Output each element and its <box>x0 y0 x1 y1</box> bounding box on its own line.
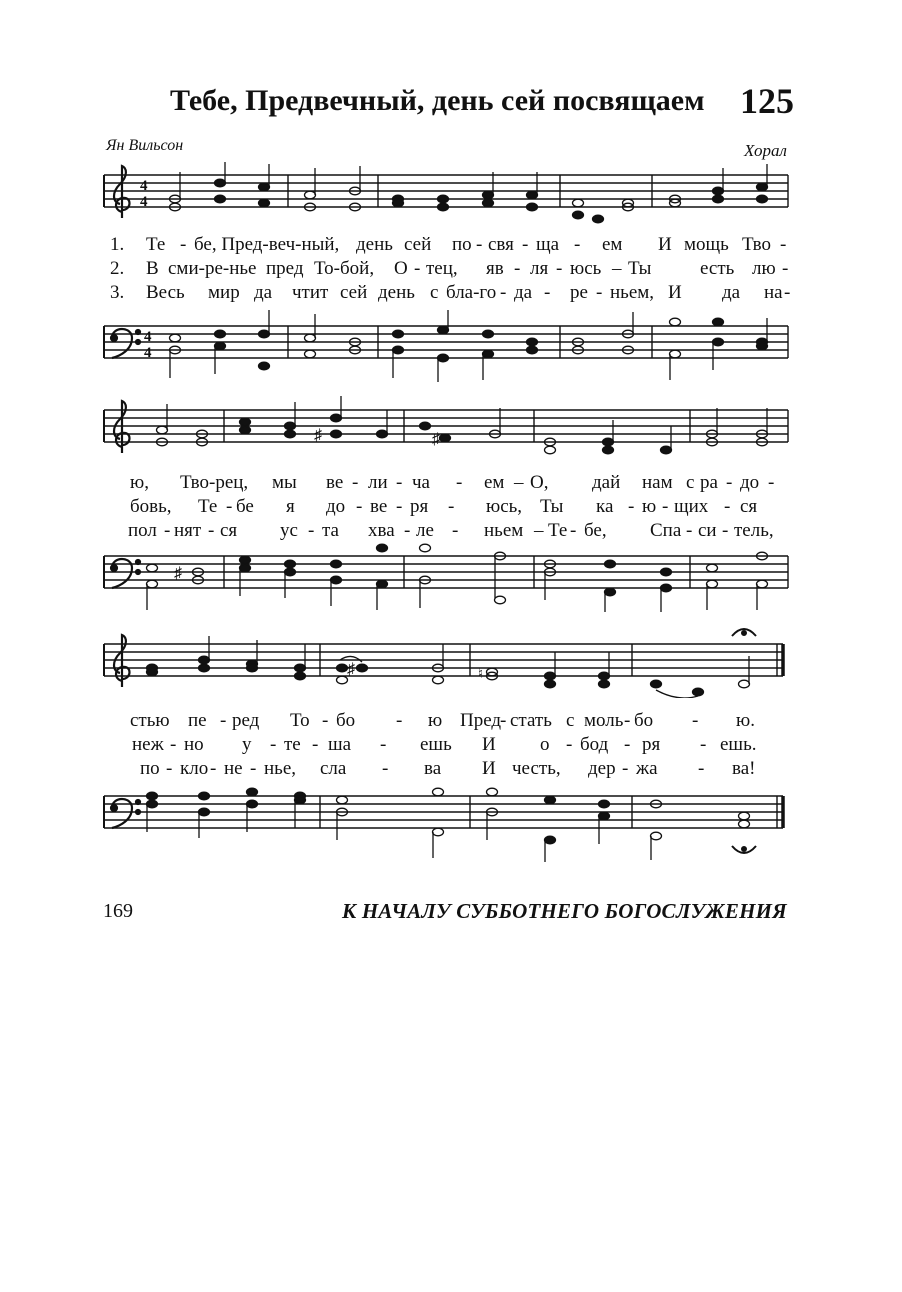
treble-clef-icon <box>114 166 130 218</box>
lyric-syllable: - <box>692 710 699 731</box>
lyric-syllable: - <box>220 710 227 731</box>
lyric-syllable: И <box>668 282 682 303</box>
svg-text:4: 4 <box>140 194 148 210</box>
lyric-syllable: - <box>698 758 705 779</box>
lyric-syllable: – <box>514 472 524 493</box>
svg-text:♯: ♯ <box>347 661 355 678</box>
lyric-syllable: ре <box>570 282 588 303</box>
lyric-syllable: - <box>380 734 387 755</box>
lyric-syllable: - <box>784 282 791 303</box>
lyric-line-1-verse-1 <box>100 234 790 256</box>
lyric-syllable: - <box>500 282 507 303</box>
lyric-syllable: - <box>628 496 635 517</box>
lyric-syllable: стью <box>130 710 170 731</box>
svg-text:4: 4 <box>144 329 152 345</box>
lyric-syllable: не <box>224 758 243 779</box>
lyric-syllable: Весь <box>146 282 185 303</box>
lyric-line-2-verse-2 <box>100 496 790 518</box>
lyric-syllable: В <box>146 258 159 279</box>
lyric-syllable: ю, <box>130 472 149 493</box>
lyric-syllable: И <box>658 234 672 255</box>
lyric-syllable: ра <box>700 472 718 493</box>
svg-text:♯: ♯ <box>314 427 322 444</box>
lyric-syllable: ся <box>740 496 758 517</box>
lyric-syllable: – <box>534 520 544 541</box>
lyric-syllable: - <box>452 520 459 541</box>
bass-staff-2 <box>100 542 790 614</box>
lyric-syllable: с <box>566 710 575 731</box>
lyric-syllable: То-бой, <box>314 258 375 279</box>
lyric-syllable: неж <box>132 734 164 755</box>
lyric-syllable: - <box>166 758 173 779</box>
lyric-syllable: до <box>740 472 760 493</box>
lyric-syllable: но <box>184 734 204 755</box>
lyric-syllable: тель, <box>734 520 774 541</box>
lyric-syllable: та <box>322 520 339 541</box>
lyric-syllable: 1. <box>110 234 125 255</box>
lyric-line-2-verse-1 <box>100 472 790 494</box>
lyric-syllable: - <box>574 234 581 255</box>
lyric-syllable: Те <box>198 496 218 517</box>
lyric-syllable: юсь <box>570 258 602 279</box>
lyric-syllable: ньем, <box>610 282 655 303</box>
lyric-syllable: ред <box>232 710 260 731</box>
lyric-syllable: щих <box>674 496 709 517</box>
svg-text:4: 4 <box>144 345 152 361</box>
lyric-syllable: И <box>482 758 496 779</box>
lyric-syllable: ньем <box>484 520 524 541</box>
lyric-syllable: свя <box>488 234 514 255</box>
lyric-syllable: - <box>396 710 403 731</box>
lyric-syllable: - <box>414 258 421 279</box>
lyric-line-1-verse-2 <box>100 258 790 280</box>
lyric-syllable: лю <box>752 258 776 279</box>
svg-text:♮: ♮ <box>478 667 484 682</box>
page-number: 169 <box>103 900 133 922</box>
lyric-syllable: - <box>170 734 177 755</box>
lyric-syllable: с <box>686 472 695 493</box>
lyric-syllable: я <box>286 496 295 517</box>
lyric-syllable: - <box>544 282 551 303</box>
lyric-syllable: - <box>396 496 403 517</box>
lyric-syllable: – <box>612 258 622 279</box>
music-system-1 <box>100 160 790 390</box>
lyric-syllable: яв <box>486 258 504 279</box>
lyric-syllable: день <box>378 282 415 303</box>
hymn-number: 125 <box>740 81 794 121</box>
treble-staff-2 <box>100 392 790 472</box>
bass-staff-1 <box>100 308 790 388</box>
lyric-syllable: - <box>270 734 277 755</box>
style-label: Хорал <box>744 141 787 160</box>
lyric-syllable: - <box>686 520 693 541</box>
lyric-syllable: пе <box>188 710 207 731</box>
lyric-syllable: 2. <box>110 258 125 279</box>
treble-clef-icon <box>114 401 130 453</box>
lyric-syllable: ю. <box>736 710 755 731</box>
lyric-syllable: жа <box>636 758 658 779</box>
lyric-syllable: юсь, <box>486 496 523 517</box>
lyric-syllable: мощь <box>684 234 729 255</box>
lyric-syllable: - <box>476 234 483 255</box>
lyric-syllable: те <box>284 734 301 755</box>
lyric-line-3-verse-3 <box>100 758 790 780</box>
lyric-line-3-verse-1 <box>100 710 790 732</box>
lyric-syllable: моль <box>584 710 624 731</box>
lyric-syllable: день <box>356 234 393 255</box>
lyric-syllable: пред <box>266 258 304 279</box>
lyric-syllable: ле <box>416 520 434 541</box>
lyric-syllable: сей <box>404 234 432 255</box>
svg-text:♯: ♯ <box>432 431 440 448</box>
lyric-syllable: - <box>624 710 631 731</box>
lyric-syllable: ве <box>326 472 344 493</box>
lyric-syllable: да <box>254 282 273 303</box>
composer-credit: Ян Вильсон <box>106 137 184 154</box>
lyric-syllable: ся <box>220 520 238 541</box>
lyric-syllable: - <box>226 496 233 517</box>
lyric-syllable: - <box>322 710 329 731</box>
lyric-syllable: - <box>448 496 455 517</box>
lyric-syllable: сей <box>340 282 368 303</box>
lyric-syllable: хва <box>368 520 395 541</box>
lyric-syllable: - <box>624 734 631 755</box>
lyric-line-3-verse-2 <box>100 734 790 756</box>
lyric-syllable: - <box>500 710 507 731</box>
lyric-syllable: бе, Пред-веч-ный, <box>194 234 340 255</box>
lyric-syllable: у <box>242 734 252 755</box>
lyric-syllable: бод <box>580 734 609 755</box>
lyric-syllable: чтит <box>292 282 329 303</box>
lyric-syllable: - <box>456 472 463 493</box>
lyric-syllable: - <box>356 496 363 517</box>
lyric-syllable: мир <box>208 282 240 303</box>
lyric-syllable: бе, <box>584 520 607 541</box>
lyric-syllable: Те <box>146 234 166 255</box>
section-title: К НАЧАЛУ СУББОТНЕГО БОГОСЛУЖЕНИЯ <box>342 899 787 923</box>
lyric-syllable: - <box>210 758 217 779</box>
lyric-syllable: - <box>208 520 215 541</box>
lyric-syllable: ем <box>602 234 623 255</box>
lyric-syllable: бо <box>336 710 356 731</box>
lyric-syllable: пол <box>128 520 157 541</box>
lyric-syllable: - <box>780 234 787 255</box>
lyric-syllable: сми-ре-нье <box>168 258 257 279</box>
lyric-syllable: ус <box>280 520 298 541</box>
lyric-syllable: стать <box>510 710 552 731</box>
lyric-syllable: - <box>700 734 707 755</box>
lyric-line-1-verse-3 <box>100 282 790 304</box>
lyric-syllable: - <box>522 234 529 255</box>
lyric-syllable: нье, <box>264 758 297 779</box>
lyric-syllable: ем <box>484 472 505 493</box>
lyric-syllable: - <box>722 520 729 541</box>
lyric-syllable: То <box>290 710 310 731</box>
lyric-syllable: Ты <box>628 258 652 279</box>
lyric-line-2-verse-3 <box>100 520 790 542</box>
lyric-syllable: бе <box>236 496 254 517</box>
lyric-syllable: - <box>724 496 731 517</box>
lyric-syllable: ря <box>642 734 661 755</box>
treble-staff-1 <box>100 160 790 230</box>
lyric-syllable: - <box>382 758 389 779</box>
lyric-syllable: ю <box>428 710 443 731</box>
lyric-syllable: - <box>404 520 411 541</box>
lyric-syllable: 3. <box>110 282 125 303</box>
lyric-syllable: ка <box>596 496 614 517</box>
lyric-syllable: бовь, <box>130 496 172 517</box>
lyric-syllable: тец, <box>426 258 458 279</box>
lyric-syllable: по <box>452 234 472 255</box>
fermata-icon <box>732 846 756 853</box>
lyric-syllable: ва! <box>732 758 756 779</box>
lyric-syllable: - <box>308 520 315 541</box>
lyric-syllable: - <box>662 496 669 517</box>
lyric-syllable: кло <box>180 758 209 779</box>
lyric-syllable: - <box>556 258 563 279</box>
lyric-syllable: ли <box>368 472 388 493</box>
lyric-syllable: ва <box>424 758 442 779</box>
fermata-icon <box>732 629 756 636</box>
treble-staff-3 <box>100 618 790 698</box>
lyric-syllable: с <box>430 282 439 303</box>
lyric-syllable: ешь <box>420 734 452 755</box>
lyric-syllable: сла <box>320 758 347 779</box>
lyric-syllable: ща <box>536 234 560 255</box>
lyric-syllable: да <box>514 282 533 303</box>
lyric-syllable: Ты <box>540 496 564 517</box>
lyric-syllable: - <box>622 758 629 779</box>
lyric-syllable: Те <box>548 520 568 541</box>
lyric-syllable: - <box>250 758 257 779</box>
lyric-syllable: да <box>722 282 741 303</box>
lyric-syllable: - <box>514 258 521 279</box>
lyric-syllable: О <box>394 258 408 279</box>
notes <box>170 162 768 223</box>
lyric-syllable: Спа <box>650 520 682 541</box>
lyric-syllable: есть <box>700 258 735 279</box>
lyric-syllable: дай <box>592 472 621 493</box>
lyric-syllable: по <box>140 758 160 779</box>
lyric-syllable: бла-го <box>446 282 497 303</box>
lyric-syllable: Пред <box>460 710 502 731</box>
lyric-syllable: - <box>566 734 573 755</box>
lyric-syllable: - <box>768 472 775 493</box>
lyric-syllable: - <box>570 520 577 541</box>
lyric-syllable: до <box>326 496 346 517</box>
lyric-syllable: - <box>180 234 187 255</box>
lyric-syllable: мы <box>272 472 297 493</box>
lyric-syllable: о <box>540 734 550 755</box>
music-system-2 <box>100 392 790 610</box>
lyric-syllable: Тво <box>742 234 772 255</box>
lyric-syllable: - <box>782 258 789 279</box>
lyric-syllable: - <box>164 520 171 541</box>
treble-clef-icon <box>114 635 130 687</box>
lyric-syllable: ю <box>642 496 657 517</box>
lyric-syllable: си <box>698 520 717 541</box>
lyric-syllable: ша <box>328 734 352 755</box>
lyric-syllable: дер <box>588 758 616 779</box>
svg-text:♯: ♯ <box>174 565 182 582</box>
lyric-syllable: - <box>352 472 359 493</box>
lyric-syllable: ля <box>530 258 549 279</box>
lyric-syllable: на <box>764 282 783 303</box>
lyric-syllable: - <box>396 472 403 493</box>
lyric-syllable: нят <box>174 520 202 541</box>
lyric-syllable: нам <box>642 472 673 493</box>
lyric-syllable: ча <box>412 472 430 493</box>
lyric-syllable: бо <box>634 710 654 731</box>
lyric-syllable: И <box>482 734 496 755</box>
lyric-syllable: честь, <box>512 758 561 779</box>
lyric-syllable: Тво-рец, <box>180 472 249 493</box>
lyric-syllable: - <box>312 734 319 755</box>
lyric-syllable: ве <box>370 496 388 517</box>
lyric-syllable: ешь. <box>720 734 757 755</box>
lyric-syllable: - <box>726 472 733 493</box>
lyric-syllable: О, <box>530 472 549 493</box>
lyric-syllable: - <box>596 282 603 303</box>
bass-staff-3 <box>100 782 790 864</box>
music-system-3 <box>100 618 790 864</box>
hymn-title: Тебе, Предвечный, день сей посвящаем <box>170 84 705 117</box>
svg-text:4: 4 <box>140 178 148 194</box>
lyric-syllable: ря <box>410 496 429 517</box>
